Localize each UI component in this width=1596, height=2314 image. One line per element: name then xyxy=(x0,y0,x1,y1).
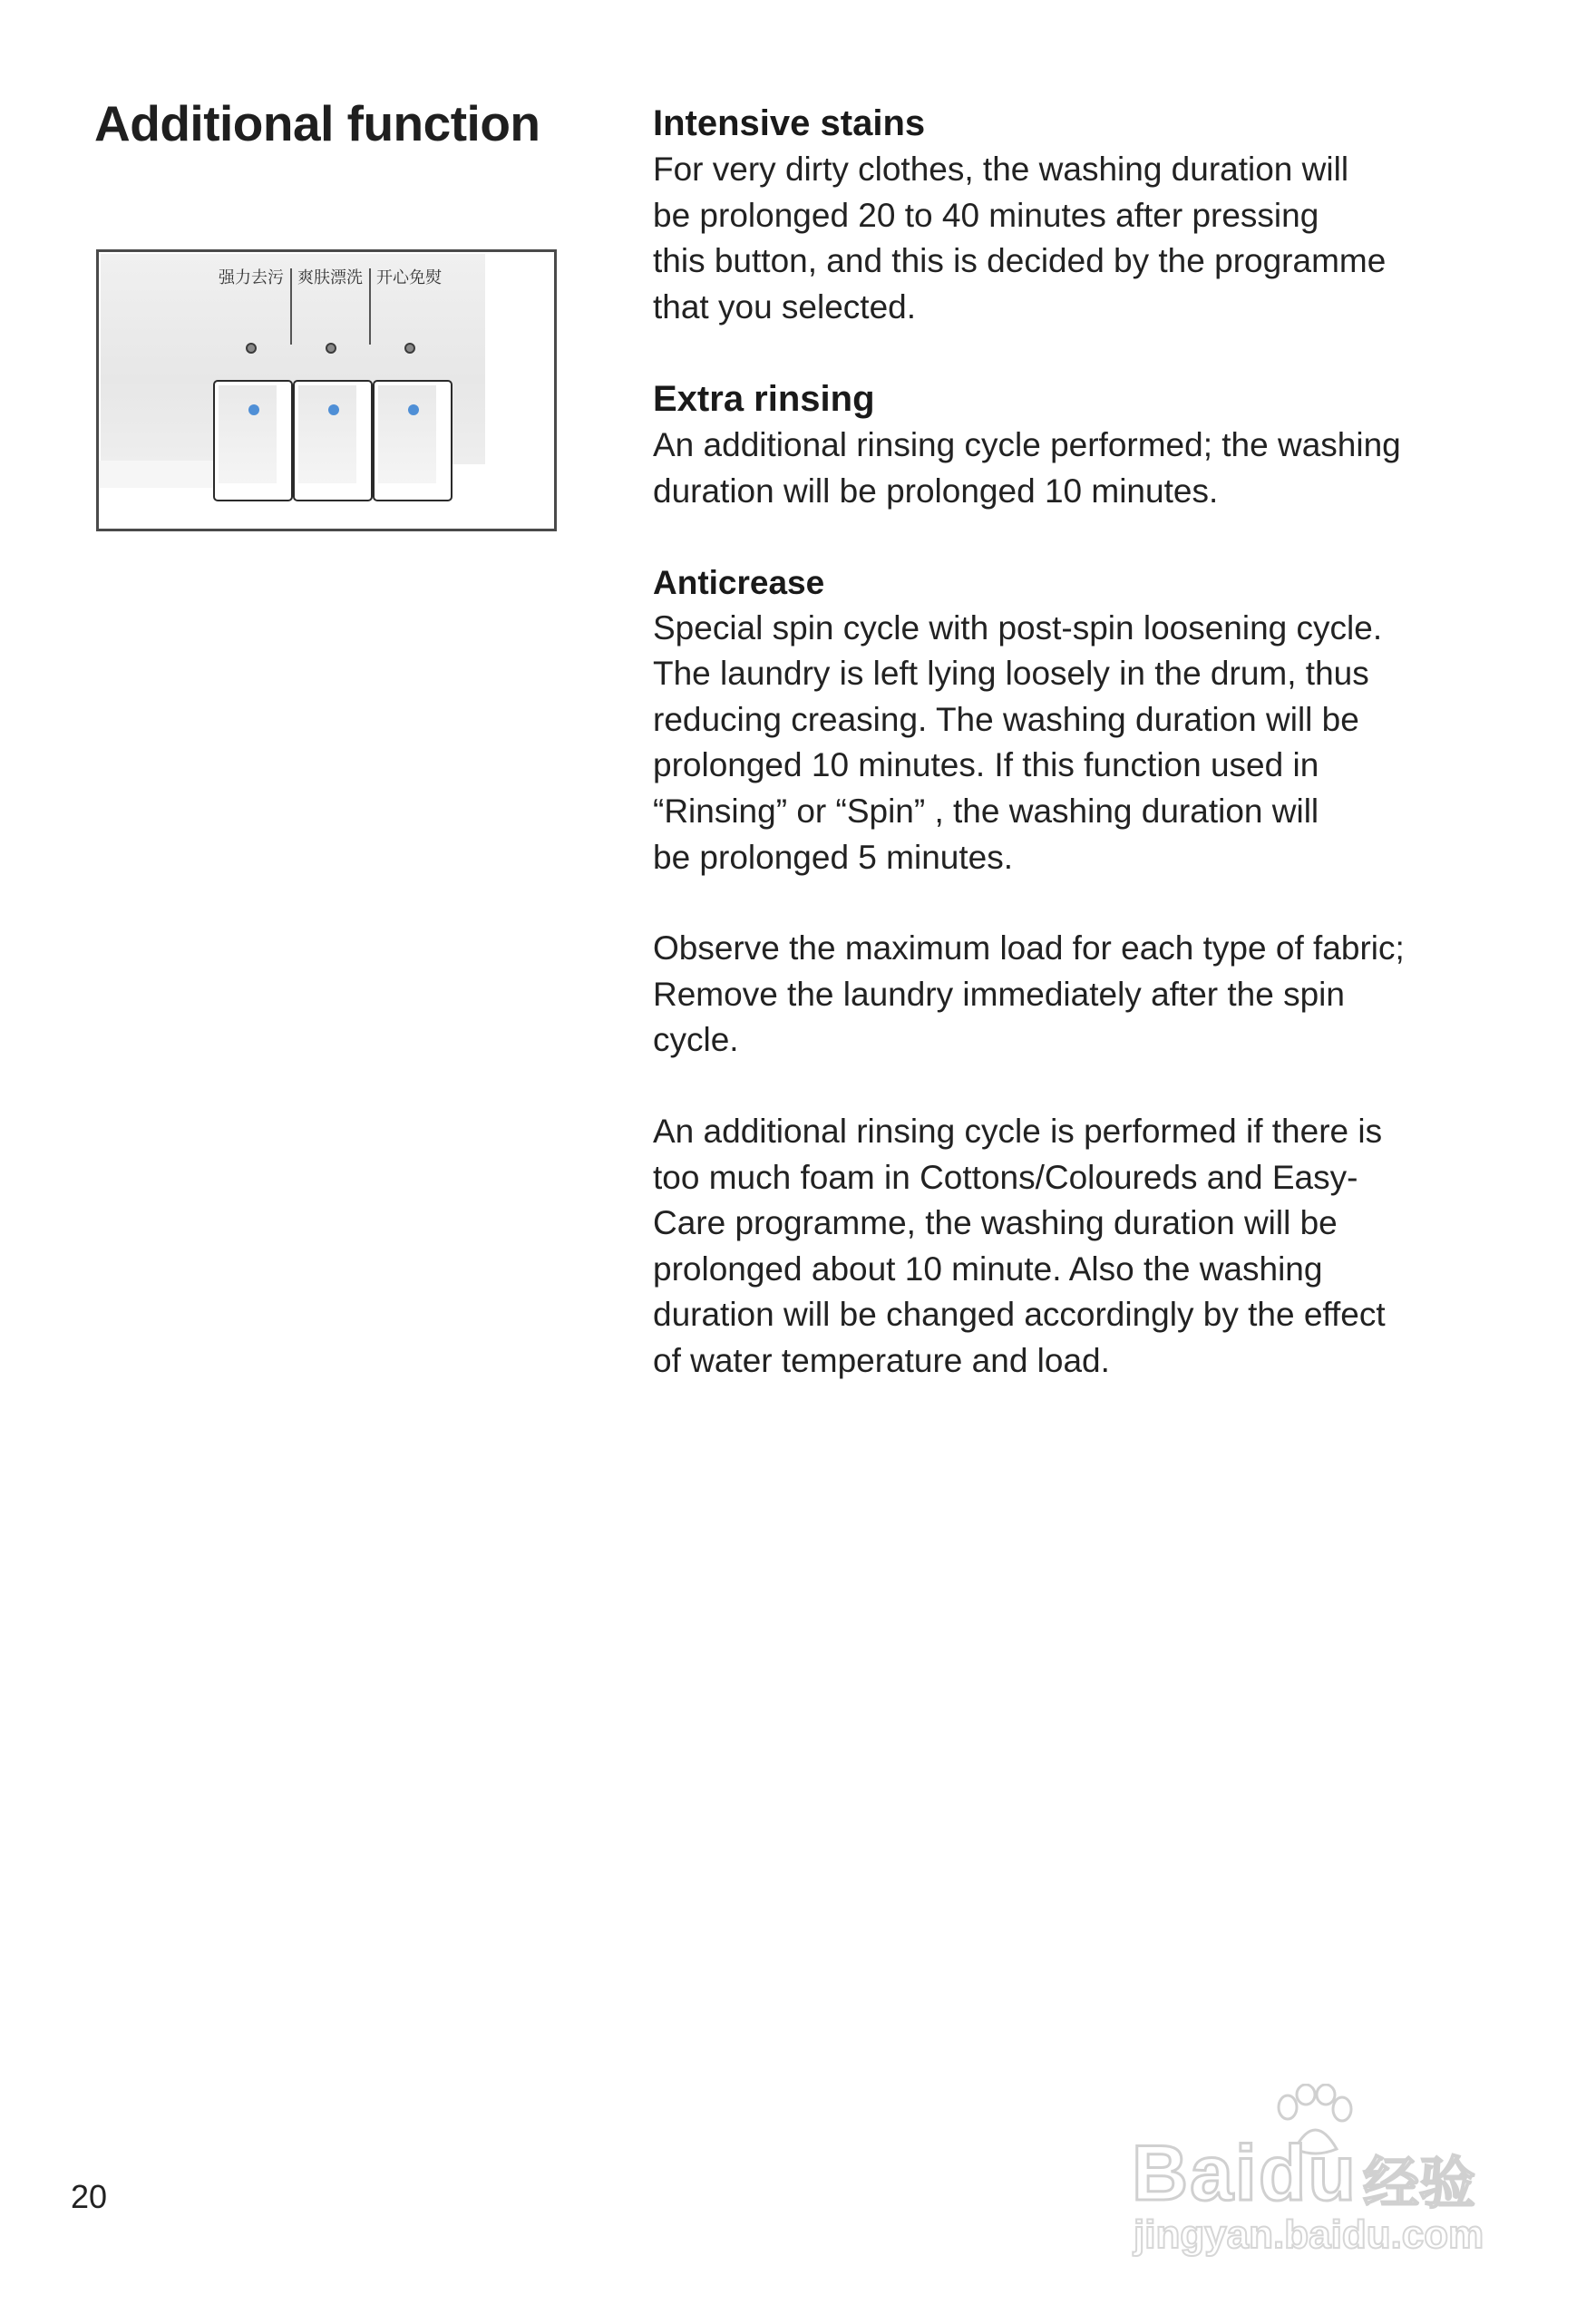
button-face xyxy=(378,385,436,483)
button-face xyxy=(219,385,277,483)
section-body: Special spin cycle with post-spin loosening cycle. The laundry is left lying loosely in the drum, thus reducing creasing. The washing duration will be prolonged 10 minutes. If this function used in “Rinsing” or “Spin” , the washing duration will be prolonged 5 minutes. xyxy=(653,608,1383,876)
control-panel-illustration xyxy=(96,249,557,531)
page-title: Additional function xyxy=(94,95,540,151)
panel-divider xyxy=(369,268,371,345)
panel-label-intensive-stains: 强力去污 xyxy=(219,268,284,287)
section-intensive-stains xyxy=(653,100,1505,330)
extra-rinsing-button[interactable] xyxy=(293,380,373,501)
anticrease-button[interactable] xyxy=(373,380,453,501)
note-foam xyxy=(653,1109,1505,1385)
button-led-icon xyxy=(408,404,419,415)
intensive-stains-button[interactable] xyxy=(213,380,293,501)
button-face xyxy=(298,385,356,483)
panel-label-extra-rinsing: 爽肤漂洗 xyxy=(297,268,363,287)
section-body: For very dirty clothes, the washing duration will be prolonged 20 to 40 minutes after pressing this button, and this is decided by the programme that you selected. xyxy=(653,151,1387,326)
button-led-icon xyxy=(328,404,339,415)
watermark-brand: Baidu xyxy=(1132,2130,1358,2217)
indicator-light-intensive-stains xyxy=(246,343,257,354)
content-column xyxy=(653,100,1505,1429)
watermark-chinese: 经验 xyxy=(1363,2150,1476,2216)
indicator-light-extra-rinsing xyxy=(326,343,336,354)
note-paragraph: Observe the maximum load for each type of fabric; Remove the laundry immediately after the spin cycle. xyxy=(653,929,1405,1059)
section-heading: Extra rinsing xyxy=(653,379,875,420)
panel-divider xyxy=(290,268,292,345)
section-heading: Intensive stains xyxy=(653,103,926,143)
page-number: 20 xyxy=(71,2178,108,2215)
baidu-jingyan-watermark xyxy=(1132,2076,1513,2258)
panel-label-anticrease: 开心免熨 xyxy=(376,268,442,287)
note-paragraph: An additional rinsing cycle is performed if there is too much foam in Cottons/Coloureds and Easy- Care programme, the washing duration will be prolonged about 10 minute. Also the washing duration will be changed accordingly by the effect of water temperature and load. xyxy=(653,1112,1386,1379)
section-heading: Anticrease xyxy=(653,563,825,601)
section-body: An additional rinsing cycle performed; the washing duration will be prolonged 10 minutes. xyxy=(653,426,1401,510)
watermark-url: jingyan.baidu.com xyxy=(1134,2212,1484,2257)
section-extra-rinsing xyxy=(653,375,1505,514)
button-led-icon xyxy=(248,404,259,415)
section-anticrease xyxy=(653,560,1505,881)
note-max-load xyxy=(653,926,1505,1064)
indicator-light-anticrease xyxy=(404,343,415,354)
